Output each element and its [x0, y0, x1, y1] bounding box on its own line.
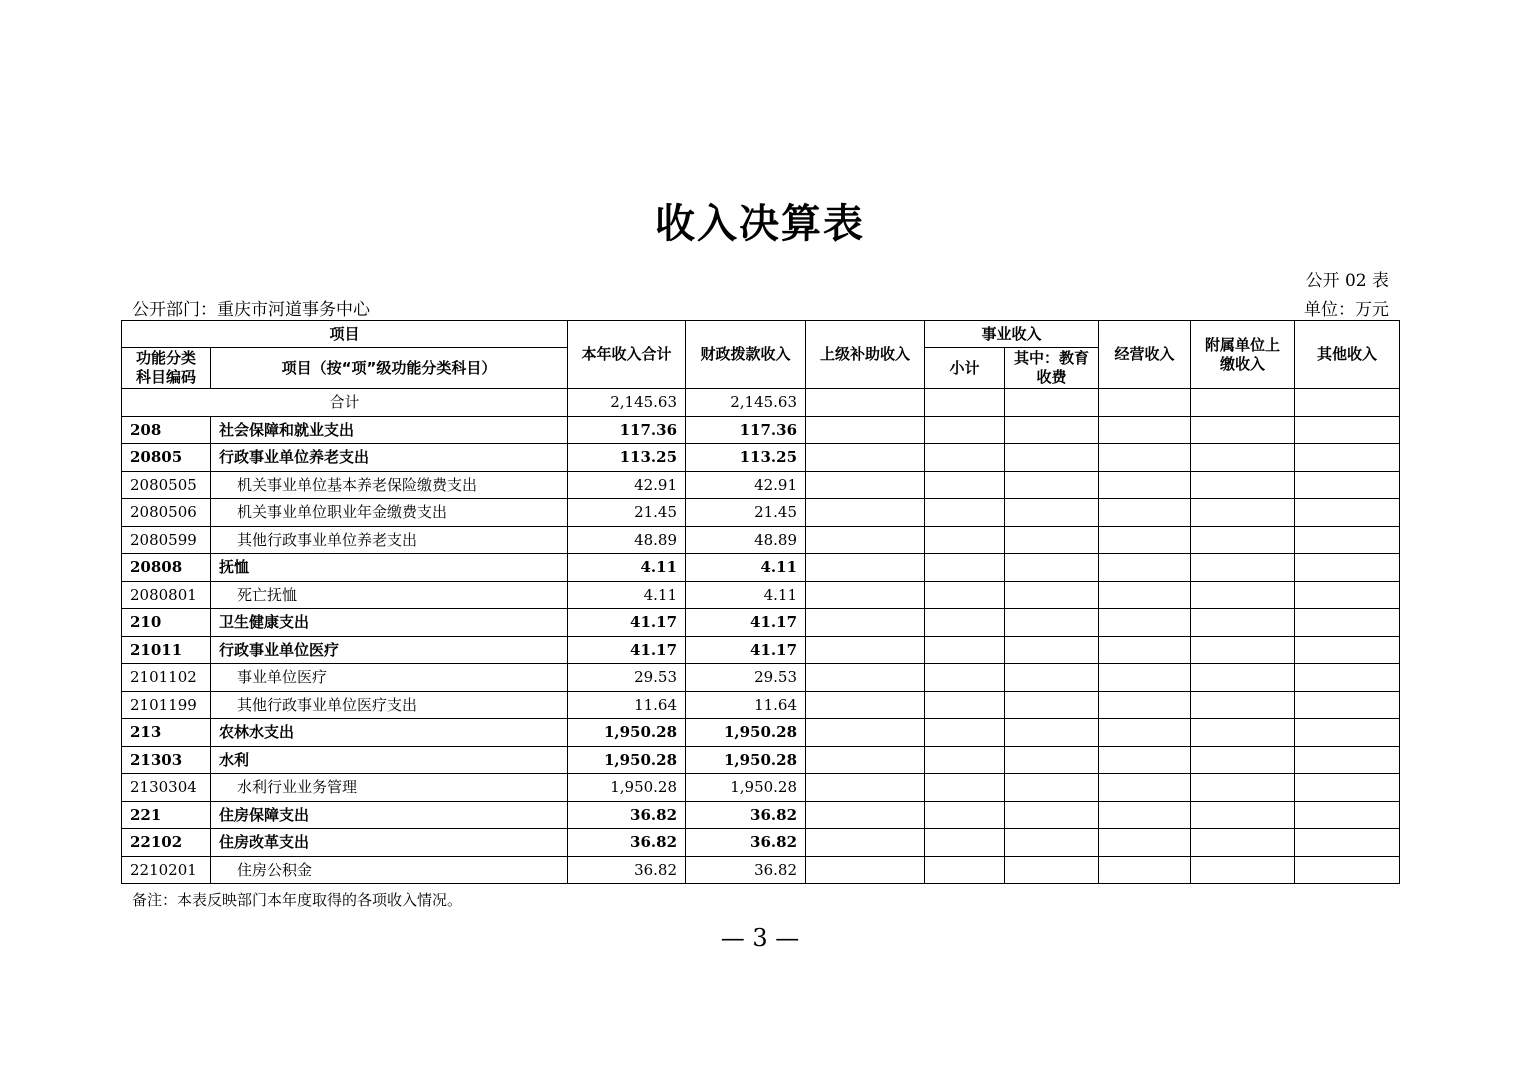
- empty-cell: [1295, 416, 1400, 444]
- total-income-cell: 36.82: [568, 856, 686, 884]
- code-cell: 21303: [122, 746, 211, 774]
- empty-cell: [1191, 554, 1295, 582]
- empty-cell: [806, 526, 925, 554]
- empty-cell: [1295, 664, 1400, 692]
- name-cell: 住房公积金: [211, 856, 568, 884]
- code-cell: 210: [122, 609, 211, 637]
- fiscal-cell: 36.82: [686, 829, 806, 857]
- empty-cell: [1191, 471, 1295, 499]
- table-row: [122, 471, 1400, 499]
- table-row: [122, 609, 1400, 637]
- name-cell: 住房保障支出: [211, 801, 568, 829]
- empty-cell: [1295, 581, 1400, 609]
- empty-cell: [1099, 691, 1191, 719]
- fiscal-cell: 21.45: [686, 499, 806, 527]
- header-operating: 经营收入: [1099, 321, 1191, 389]
- total-label: 合计: [122, 389, 568, 417]
- total-income-cell: 41.17: [568, 609, 686, 637]
- empty-cell: [1295, 636, 1400, 664]
- empty-cell: [806, 444, 925, 472]
- empty-cell: [806, 636, 925, 664]
- empty-cell: [806, 471, 925, 499]
- empty-cell: [1295, 774, 1400, 802]
- empty-cell: [1295, 856, 1400, 884]
- empty-cell: [1099, 581, 1191, 609]
- empty-cell: [925, 499, 1005, 527]
- empty-cell: [1295, 746, 1400, 774]
- empty-cell: [1005, 664, 1099, 692]
- total-income-cell: 1,950.28: [568, 746, 686, 774]
- code-cell: 2080599: [122, 526, 211, 554]
- empty-cell: [1295, 609, 1400, 637]
- empty-cell: [1099, 471, 1191, 499]
- empty-cell: [1191, 609, 1295, 637]
- empty-cell: [1099, 719, 1191, 747]
- table-row: [122, 746, 1400, 774]
- empty-cell: [1191, 416, 1295, 444]
- empty-cell: [1005, 389, 1099, 417]
- empty-cell: [925, 664, 1005, 692]
- fiscal-cell: 48.89: [686, 526, 806, 554]
- empty-cell: [806, 746, 925, 774]
- name-cell: 机关事业单位职业年金缴费支出: [211, 499, 568, 527]
- header-education: 其中：教育 收费: [1005, 348, 1099, 389]
- total-fiscal-cell: 2,145.63: [686, 389, 806, 417]
- total-income-cell: 4.11: [568, 581, 686, 609]
- total-income-cell: 1,950.28: [568, 774, 686, 802]
- empty-cell: [1191, 444, 1295, 472]
- total-income-cell: 4.11: [568, 554, 686, 582]
- empty-cell: [1099, 664, 1191, 692]
- page-title: 收入决算表: [655, 201, 865, 247]
- empty-cell: [1191, 691, 1295, 719]
- name-cell: 卫生健康支出: [211, 609, 568, 637]
- total-row: [122, 389, 1400, 417]
- name-cell: 死亡抚恤: [211, 581, 568, 609]
- empty-cell: [806, 774, 925, 802]
- empty-cell: [1191, 499, 1295, 527]
- empty-cell: [925, 774, 1005, 802]
- fiscal-cell: 4.11: [686, 554, 806, 582]
- empty-cell: [1295, 719, 1400, 747]
- table-row: [122, 444, 1400, 472]
- empty-cell: [1099, 554, 1191, 582]
- empty-cell: [1099, 746, 1191, 774]
- table-row: [122, 664, 1400, 692]
- code-cell: 221: [122, 801, 211, 829]
- empty-cell: [1099, 774, 1191, 802]
- empty-cell: [925, 801, 1005, 829]
- fiscal-cell: 29.53: [686, 664, 806, 692]
- table-row: [122, 856, 1400, 884]
- empty-cell: [806, 691, 925, 719]
- empty-cell: [1099, 444, 1191, 472]
- empty-cell: [925, 856, 1005, 884]
- unit-label: 单位：万元: [1304, 300, 1389, 320]
- code-cell: 2080505: [122, 471, 211, 499]
- total-income-cell: 117.36: [568, 416, 686, 444]
- code-cell: 21011: [122, 636, 211, 664]
- code-cell: 2210201: [122, 856, 211, 884]
- fiscal-cell: 11.64: [686, 691, 806, 719]
- empty-cell: [1295, 829, 1400, 857]
- empty-cell: [1099, 636, 1191, 664]
- empty-cell: [1005, 581, 1099, 609]
- total-income-cell: 42.91: [568, 471, 686, 499]
- empty-cell: [1191, 389, 1295, 417]
- empty-cell: [1295, 526, 1400, 554]
- empty-cell: [806, 416, 925, 444]
- code-cell: 22102: [122, 829, 211, 857]
- table-row: [122, 636, 1400, 664]
- empty-cell: [1005, 636, 1099, 664]
- empty-cell: [806, 609, 925, 637]
- empty-cell: [806, 581, 925, 609]
- table-row: [122, 829, 1400, 857]
- table-row: [122, 691, 1400, 719]
- fiscal-cell: 41.17: [686, 609, 806, 637]
- table-row: [122, 499, 1400, 527]
- empty-cell: [1191, 829, 1295, 857]
- empty-cell: [1295, 471, 1400, 499]
- table-row: [122, 581, 1400, 609]
- total-income-cell: 48.89: [568, 526, 686, 554]
- empty-cell: [1005, 444, 1099, 472]
- code-cell: 20808: [122, 554, 211, 582]
- empty-cell: [806, 664, 925, 692]
- total-income-cell: 2,145.63: [568, 389, 686, 417]
- empty-cell: [806, 856, 925, 884]
- fiscal-cell: 113.25: [686, 444, 806, 472]
- table-row: [122, 719, 1400, 747]
- empty-cell: [925, 609, 1005, 637]
- empty-cell: [925, 471, 1005, 499]
- empty-cell: [925, 444, 1005, 472]
- table-row: [122, 554, 1400, 582]
- empty-cell: [1005, 471, 1099, 499]
- empty-cell: [1005, 416, 1099, 444]
- empty-cell: [1005, 774, 1099, 802]
- empty-cell: [1099, 801, 1191, 829]
- empty-cell: [1005, 609, 1099, 637]
- fiscal-cell: 4.11: [686, 581, 806, 609]
- header-affiliated: 附属单位上 缴收入: [1191, 321, 1295, 389]
- empty-cell: [1005, 526, 1099, 554]
- empty-cell: [1005, 719, 1099, 747]
- total-income-cell: 113.25: [568, 444, 686, 472]
- total-income-cell: 21.45: [568, 499, 686, 527]
- code-cell: 2101199: [122, 691, 211, 719]
- empty-cell: [1005, 856, 1099, 884]
- table-row: [122, 774, 1400, 802]
- name-cell: 水利: [211, 746, 568, 774]
- empty-cell: [1295, 801, 1400, 829]
- code-cell: 213: [122, 719, 211, 747]
- empty-cell: [1191, 526, 1295, 554]
- empty-cell: [1005, 691, 1099, 719]
- table-row: [122, 526, 1400, 554]
- empty-cell: [1295, 499, 1400, 527]
- empty-cell: [1005, 829, 1099, 857]
- total-income-cell: 41.17: [568, 636, 686, 664]
- code-cell: 20805: [122, 444, 211, 472]
- header-other: 其他收入: [1295, 321, 1400, 389]
- empty-cell: [1191, 581, 1295, 609]
- fiscal-cell: 117.36: [686, 416, 806, 444]
- empty-cell: [1005, 801, 1099, 829]
- total-income-cell: 1,950.28: [568, 719, 686, 747]
- empty-cell: [806, 719, 925, 747]
- code-cell: 2080801: [122, 581, 211, 609]
- empty-cell: [925, 636, 1005, 664]
- empty-cell: [1099, 526, 1191, 554]
- table-row: [122, 416, 1400, 444]
- table-row: [122, 801, 1400, 829]
- form-number: 公开 02 表: [1305, 271, 1389, 291]
- empty-cell: [1295, 554, 1400, 582]
- fiscal-cell: 42.91: [686, 471, 806, 499]
- code-cell: 2130304: [122, 774, 211, 802]
- empty-cell: [925, 526, 1005, 554]
- empty-cell: [1191, 801, 1295, 829]
- name-cell: 行政事业单位养老支出: [211, 444, 568, 472]
- empty-cell: [1191, 636, 1295, 664]
- name-cell: 其他行政事业单位医疗支出: [211, 691, 568, 719]
- total-income-cell: 36.82: [568, 801, 686, 829]
- empty-cell: [1191, 719, 1295, 747]
- department-label: 公开部门：重庆市河道事务中心: [132, 300, 370, 320]
- empty-cell: [925, 691, 1005, 719]
- fiscal-cell: 1,950.28: [686, 719, 806, 747]
- header-name: 项目（按“项”级功能分类科目）: [211, 348, 568, 389]
- total-income-cell: 11.64: [568, 691, 686, 719]
- empty-cell: [806, 389, 925, 417]
- empty-cell: [1191, 746, 1295, 774]
- code-cell: 2101102: [122, 664, 211, 692]
- header-superior: 上级补助收入: [806, 321, 925, 389]
- code-cell: 208: [122, 416, 211, 444]
- header-total-income: 本年收入合计: [568, 321, 686, 389]
- empty-cell: [1005, 746, 1099, 774]
- name-cell: 其他行政事业单位养老支出: [211, 526, 568, 554]
- name-cell: 行政事业单位医疗: [211, 636, 568, 664]
- empty-cell: [1099, 829, 1191, 857]
- empty-cell: [1295, 691, 1400, 719]
- empty-cell: [1099, 499, 1191, 527]
- name-cell: 社会保障和就业支出: [211, 416, 568, 444]
- fiscal-cell: 1,950.28: [686, 774, 806, 802]
- name-cell: 水利行业业务管理: [211, 774, 568, 802]
- empty-cell: [1099, 416, 1191, 444]
- name-cell: 机关事业单位基本养老保险缴费支出: [211, 471, 568, 499]
- empty-cell: [925, 829, 1005, 857]
- empty-cell: [1191, 774, 1295, 802]
- header-fiscal: 财政拨款收入: [686, 321, 806, 389]
- empty-cell: [925, 416, 1005, 444]
- empty-cell: [1099, 609, 1191, 637]
- name-cell: 事业单位医疗: [211, 664, 568, 692]
- empty-cell: [1005, 499, 1099, 527]
- empty-cell: [806, 554, 925, 582]
- page-number: — 3 —: [720, 924, 800, 952]
- empty-cell: [1099, 856, 1191, 884]
- empty-cell: [925, 746, 1005, 774]
- header-item: 项目: [122, 321, 568, 348]
- empty-cell: [1191, 856, 1295, 884]
- footnote: 备注：本表反映部门本年度取得的各项收入情况。: [132, 891, 463, 909]
- fiscal-cell: 36.82: [686, 856, 806, 884]
- fiscal-cell: 36.82: [686, 801, 806, 829]
- header-subtotal: 小计: [925, 348, 1005, 389]
- empty-cell: [1295, 389, 1400, 417]
- income-table: [121, 320, 1400, 884]
- fiscal-cell: 1,950.28: [686, 746, 806, 774]
- name-cell: 住房改革支出: [211, 829, 568, 857]
- empty-cell: [925, 389, 1005, 417]
- code-cell: 2080506: [122, 499, 211, 527]
- header-code: 功能分类 科目编码: [122, 348, 211, 389]
- total-income-cell: 29.53: [568, 664, 686, 692]
- empty-cell: [806, 499, 925, 527]
- empty-cell: [1191, 664, 1295, 692]
- header-business-group: 事业收入: [925, 321, 1099, 348]
- empty-cell: [925, 554, 1005, 582]
- empty-cell: [925, 719, 1005, 747]
- empty-cell: [1295, 444, 1400, 472]
- empty-cell: [1099, 389, 1191, 417]
- name-cell: 抚恤: [211, 554, 568, 582]
- empty-cell: [1005, 554, 1099, 582]
- empty-cell: [806, 829, 925, 857]
- fiscal-cell: 41.17: [686, 636, 806, 664]
- total-income-cell: 36.82: [568, 829, 686, 857]
- name-cell: 农林水支出: [211, 719, 568, 747]
- empty-cell: [925, 581, 1005, 609]
- empty-cell: [806, 801, 925, 829]
